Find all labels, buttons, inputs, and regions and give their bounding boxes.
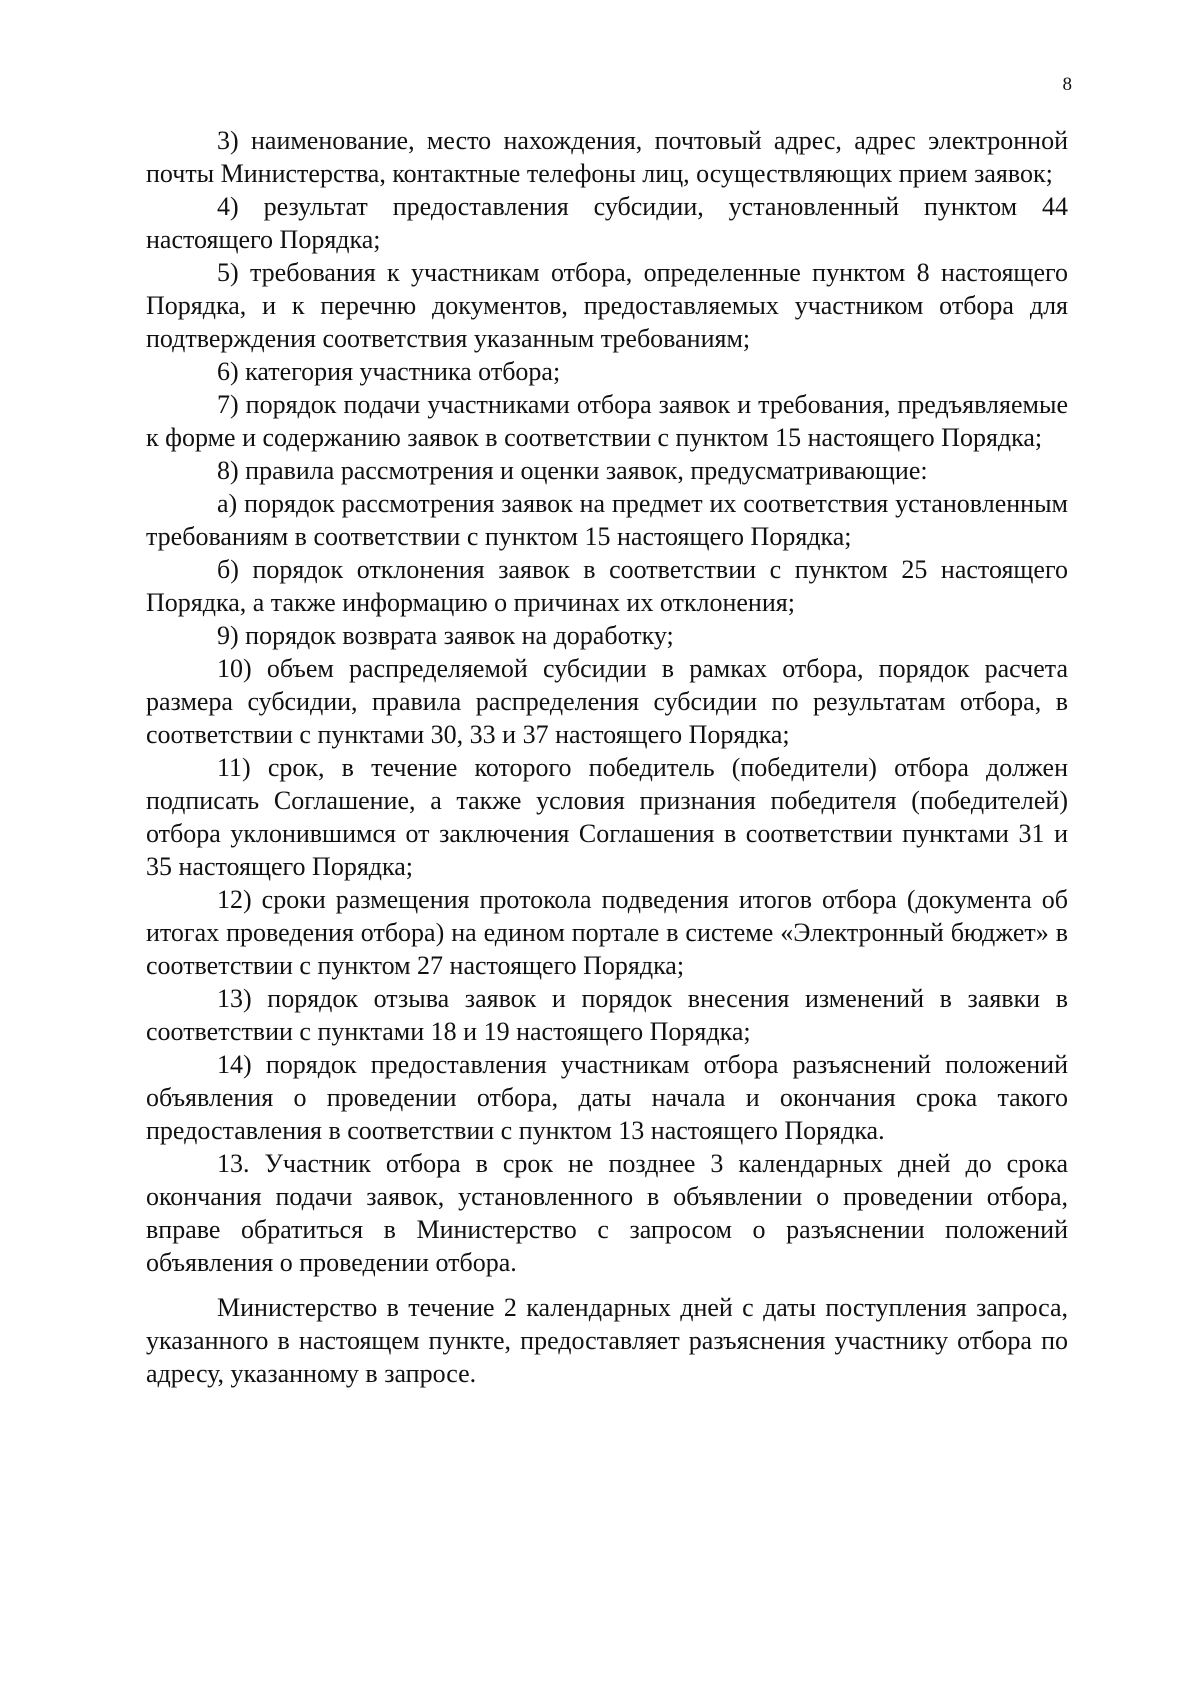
paragraph-subitem-b: б) порядок отклонения заявок в соответствии с пунктом 25 настоящего Порядка, а также информацию о причинах их отклонения; (146, 555, 1068, 617)
paragraph-subitem-a: а) порядок рассмотрения заявок на предмет их соответствия установленным требованиям в соответствии с пунктом 15 настоящего Порядка; (146, 489, 1068, 551)
paragraph-item-7: 7) порядок подачи участниками отбора заявок и требования, предъявляемые к форме и содержанию заявок в соответствии с пунктом 15 настоящего Порядка; (146, 390, 1068, 452)
paragraph-item-9: 9) порядок возврата заявок на доработку; (217, 621, 674, 650)
paragraph-item-6: 6) категория участника отбора; (217, 357, 561, 386)
paragraph-item-11: 11) срок, в течение которого победитель (победители) отбора должен подписать Соглашение, а также условия признания победителя (победителей) отбора уклонившимся от заключения Соглашения в соответствии пунктами 31 и 35 настоящего Порядка; (146, 753, 1068, 881)
clause-13: 13. Участник отбора в срок не позднее 3 календарных дней до срока окончания подачи заявок, установленного в объявлении о проведении отбора, вправе обратиться в Министерство с запросом о разъяснении положений объявления о проведении отбора. (146, 1149, 1068, 1277)
document-body (146, 124, 1068, 1390)
paragraph-item-10: 10) объем распределяемой субсидии в рамках отбора, порядок расчета размера субсидии, правила распределения субсидии по результатам отбора, в соответствии с пунктами 30, 33 и 37 настоящего Порядка; (146, 654, 1068, 749)
paragraph-item-8: 8) правила рассмотрения и оценки заявок, предусматривающие: (217, 456, 928, 485)
clause-13-ministry-response: Министерство в течение 2 календарных дней с даты поступления запроса, указанного в настоящем пункте, предоставляет разъяснения участнику отбора по адресу, указанному в запросе. (146, 1293, 1068, 1388)
paragraph-item-14: 14) порядок предоставления участникам отбора разъяснений положений объявления о проведении отбора, даты начала и окончания срока такого предоставления в соответствии с пунктом 13 настоящего Порядка. (146, 1050, 1068, 1145)
page-number: 8 (1062, 74, 1072, 95)
paragraph-item-4: 4) результат предоставления субсидии, установленный пунктом 44 настоящего Порядка; (146, 192, 1068, 254)
paragraph-item-5: 5) требования к участникам отбора, определенные пунктом 8 настоящего Порядка, и к перечню документов, предоставляемых участником отбора для подтверждения соответствия указанным требованиям; (146, 258, 1068, 353)
paragraph-item-12: 12) сроки размещения протокола подведения итогов отбора (документа об итогах проведения отбора) на едином портале в системе «Электронный бюджет» в соответствии с пунктом 27 настоящего Порядка; (146, 885, 1068, 980)
paragraph-item-3: 3) наименование, место нахождения, почтовый адрес, адрес электронной почты Министерства, контактные телефоны лиц, осуществляющих прием заявок; (146, 126, 1068, 188)
paragraph-item-13: 13) порядок отзыва заявок и порядок внесения изменений в заявки в соответствии с пунктами 18 и 19 настоящего Порядка; (146, 984, 1068, 1046)
